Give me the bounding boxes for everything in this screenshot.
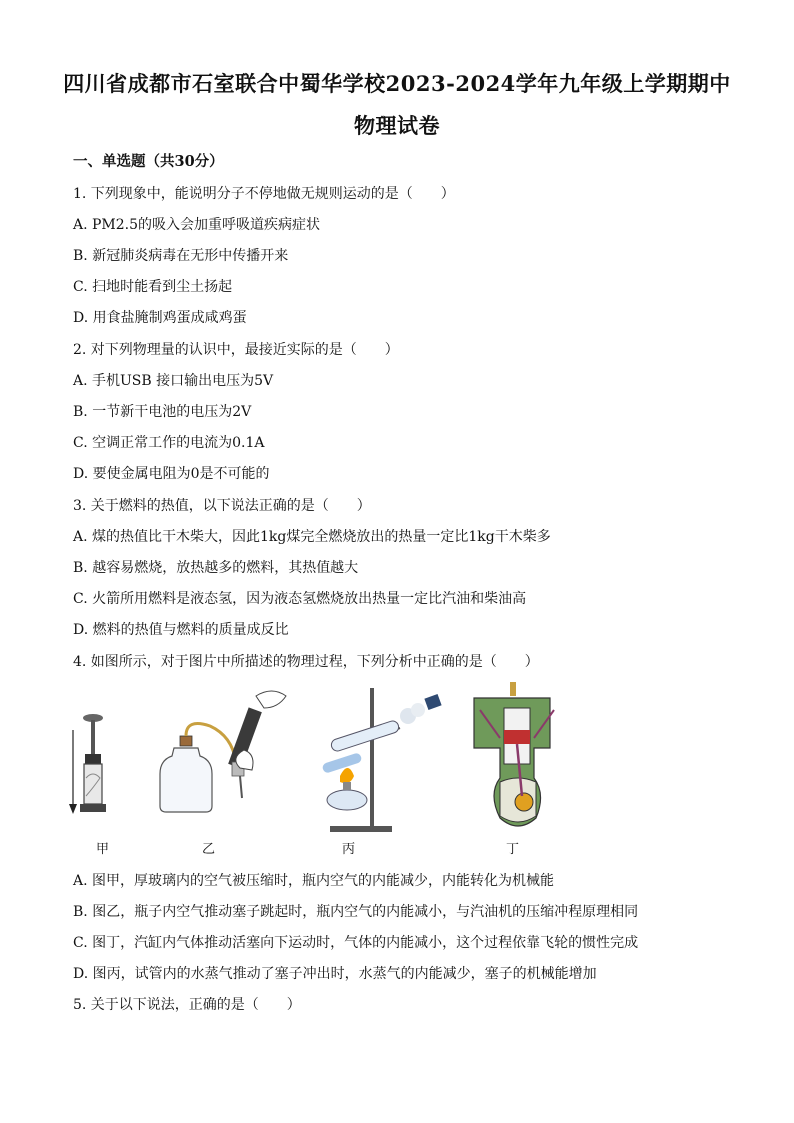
- section-heading: 一、单选题（共30分）: [73, 153, 224, 170]
- q4-option-c: C. 图丁，汽缸内气体推动活塞向下运动时，气体的内能减小，这个过程依靠飞轮的惯性完成: [73, 935, 639, 951]
- q1-option-c: C. 扫地时能看到尘土扬起: [73, 279, 233, 295]
- q4-stem: 4. 如图所示，对于图片中所描述的物理过程，下列分析中正确的是（ ）: [73, 654, 539, 670]
- q1-stem: 1. 下列现象中，能说明分子不停地做无规则运动的是（ ）: [73, 186, 455, 202]
- q4-option-a: A. 图甲，厚玻璃内的空气被压缩时，瓶内空气的内能减少，内能转化为机械能: [73, 873, 555, 889]
- q4-option-b: B. 图乙，瓶子内空气推动塞子跳起时，瓶内空气的内能减小，与汽油机的压缩冲程原理相同: [73, 904, 639, 920]
- q3-option-d: D. 燃料的热值与燃料的质量成反比: [73, 622, 289, 638]
- paper-title-line1: 四川省成都市石室联合中蜀华学校2023-2024学年九年级上学期期中: [63, 71, 731, 96]
- q4-figure: [60, 678, 660, 858]
- q2-option-b: B. 一节新干电池的电压为2V: [73, 404, 252, 420]
- caption-jia: 甲: [96, 842, 110, 857]
- caption-yi: 乙: [202, 842, 216, 857]
- q3-option-c: C. 火箭所用燃料是液态氢，因为液态氢燃烧放出热量一定比汽油和柴油高: [73, 591, 527, 607]
- q2-option-d: D. 要使金属电阻为0是不可能的: [73, 466, 270, 482]
- fig-yi-bottle-pump: [160, 691, 286, 812]
- q3-stem: 3. 关于燃料的热值，以下说法正确的是（ ）: [73, 498, 371, 514]
- q4-option-d: D. 图丙，试管内的水蒸气推动了塞子冲出时，水蒸气的内能减少，塞子的机械能增加: [73, 966, 597, 982]
- q2-option-c: C. 空调正常工作的电流为0.1A: [73, 435, 265, 451]
- q1-option-b: B. 新冠肺炎病毒在无形中传播开来: [73, 248, 289, 264]
- q1-option-a: A. PM2.5的吸入会加重呼吸道疾病症状: [73, 217, 321, 233]
- q2-stem: 2. 对下列物理量的认识中，最接近实际的是（ ）: [73, 342, 399, 358]
- q3-option-b: B. 越容易燃烧，放热越多的燃料，其热值越大: [73, 560, 359, 576]
- caption-bing: 丙: [342, 842, 356, 857]
- fig-jia-piston-cylinder: [69, 714, 106, 814]
- caption-ding: 丁: [506, 842, 520, 857]
- q3-option-a: A. 煤的热值比干木柴大，因此1kg煤完全燃烧放出的热量一定比1kg干木柴多: [73, 529, 551, 545]
- q5-stem: 5. 关于以下说法，正确的是（ ）: [73, 997, 301, 1013]
- q2-option-a: A. 手机USB 接口输出电压为5V: [73, 373, 274, 389]
- paper-title-line2: 物理试卷: [354, 113, 440, 138]
- q4-figure-svg: [60, 678, 660, 858]
- fig-ding-engine-cylinder: [474, 682, 554, 826]
- fig-bing-test-tube-burner: [321, 688, 441, 832]
- q1-option-d: D. 用食盐腌制鸡蛋成咸鸡蛋: [73, 310, 247, 326]
